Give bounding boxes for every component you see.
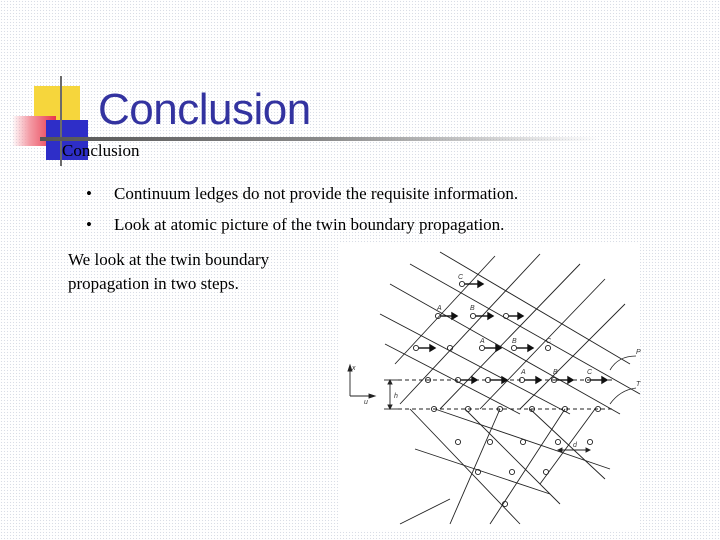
body-paragraph: We look at the twin boundary propagation in two steps. [68,250,270,293]
boundary-lines [398,380,615,409]
bullet-item [86,215,518,235]
twin-boundary-diagram [340,244,640,530]
site-label: A [437,305,442,312]
bullet-list [86,184,518,246]
bullet-text: Look at atomic picture of the twin boundary propagation. [114,215,505,234]
plane-label-p: P [636,349,641,356]
site-label: B [512,338,517,345]
plane-label-leaders [610,356,636,404]
site-label: B [470,305,475,312]
spacing-label: d [573,442,577,449]
bullet-item [86,184,518,204]
bullet-marker: • [86,215,92,234]
site-label: A [521,369,526,376]
lattice-lines [380,252,640,524]
height-label: h [394,393,398,400]
site-label: B [553,369,558,376]
bullet-marker: • [86,184,92,203]
site-label: A [480,338,485,345]
slide-subtitle: Conclusion [62,141,140,160]
bullet-text: Continuum ledges do not provide the requisite information. [114,184,519,203]
twin-boundary-svg [340,244,640,530]
site-label: C [587,369,593,376]
atom-markers [413,281,600,506]
plane-label-t: T [636,381,641,388]
site-label: C [458,274,464,281]
displacement-arrows [419,281,607,383]
axis-label-x: x [352,365,356,372]
axis-label-u: u [364,399,368,406]
site-label: C [546,338,552,345]
slide-title: Conclusion [98,85,311,134]
